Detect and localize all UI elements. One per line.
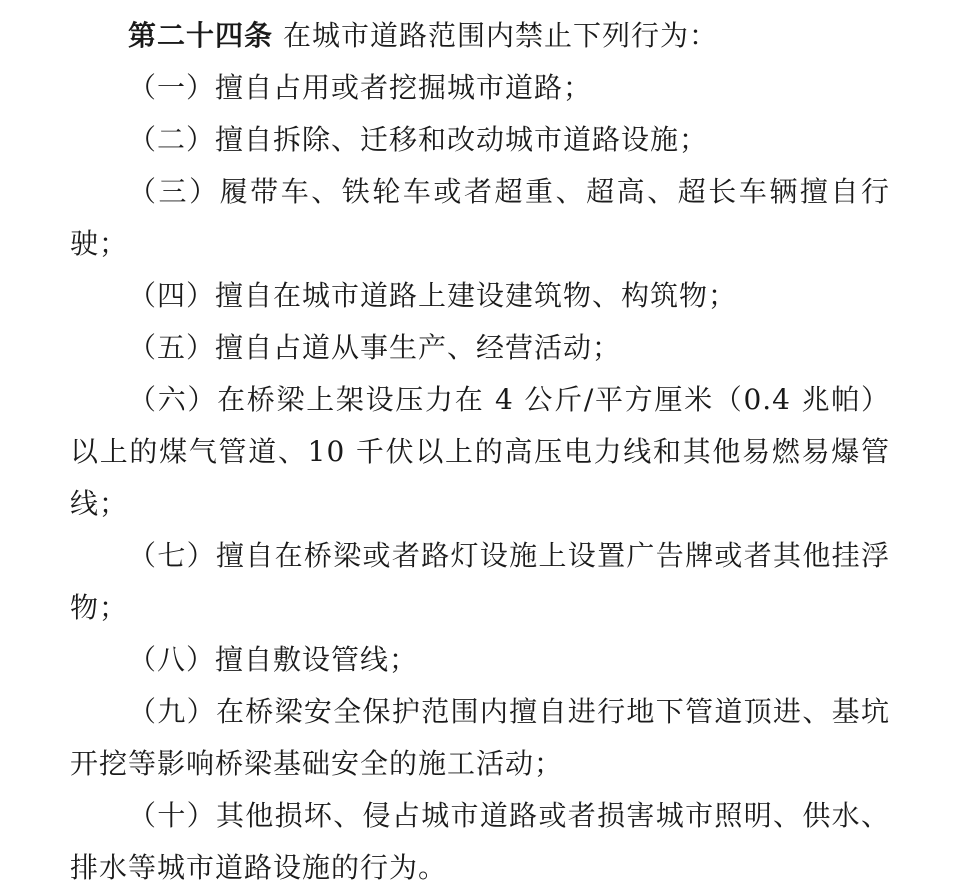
article-heading xyxy=(70,10,890,62)
list-item-4: （四）擅自在城市道路上建设建筑物、构筑物； xyxy=(128,279,738,312)
regulation-article xyxy=(70,10,890,894)
list-item-1: （一）擅自占用或者挖掘城市道路； xyxy=(128,71,593,104)
article-number: 第二十四条 xyxy=(128,19,274,52)
article-intro: 在城市道路范围内禁止下列行为： xyxy=(283,19,719,52)
list-item-9: （九）在桥梁安全保护范围内擅自进行地下管道顶进、基坑开挖等影响桥梁基础安全的施工活动； xyxy=(70,695,890,780)
list-item-7: （七）擅自在桥梁或者路灯设施上设置广告牌或者其他挂浮物； xyxy=(70,539,890,624)
list-item-2: （二）擅自拆除、迁移和改动城市道路设施； xyxy=(128,123,709,156)
list-item-10: （十）其他损坏、侵占城市道路或者损害城市照明、供水、排水等城市道路设施的行为。 xyxy=(70,799,890,884)
list-item-3: （三）履带车、铁轮车或者超重、超高、超长车辆擅自行驶； xyxy=(70,175,890,260)
list-item-6: （六）在桥梁上架设压力在 4 公斤/平方厘米（0.4 兆帕）以上的煤气管道、10 千伏以上的高压电力线和其他易燃易爆管线； xyxy=(70,383,890,520)
list-item-5: （五）擅自占道从事生产、经营活动； xyxy=(128,331,622,364)
list-item-8: （八）擅自敷设管线； xyxy=(128,643,419,676)
